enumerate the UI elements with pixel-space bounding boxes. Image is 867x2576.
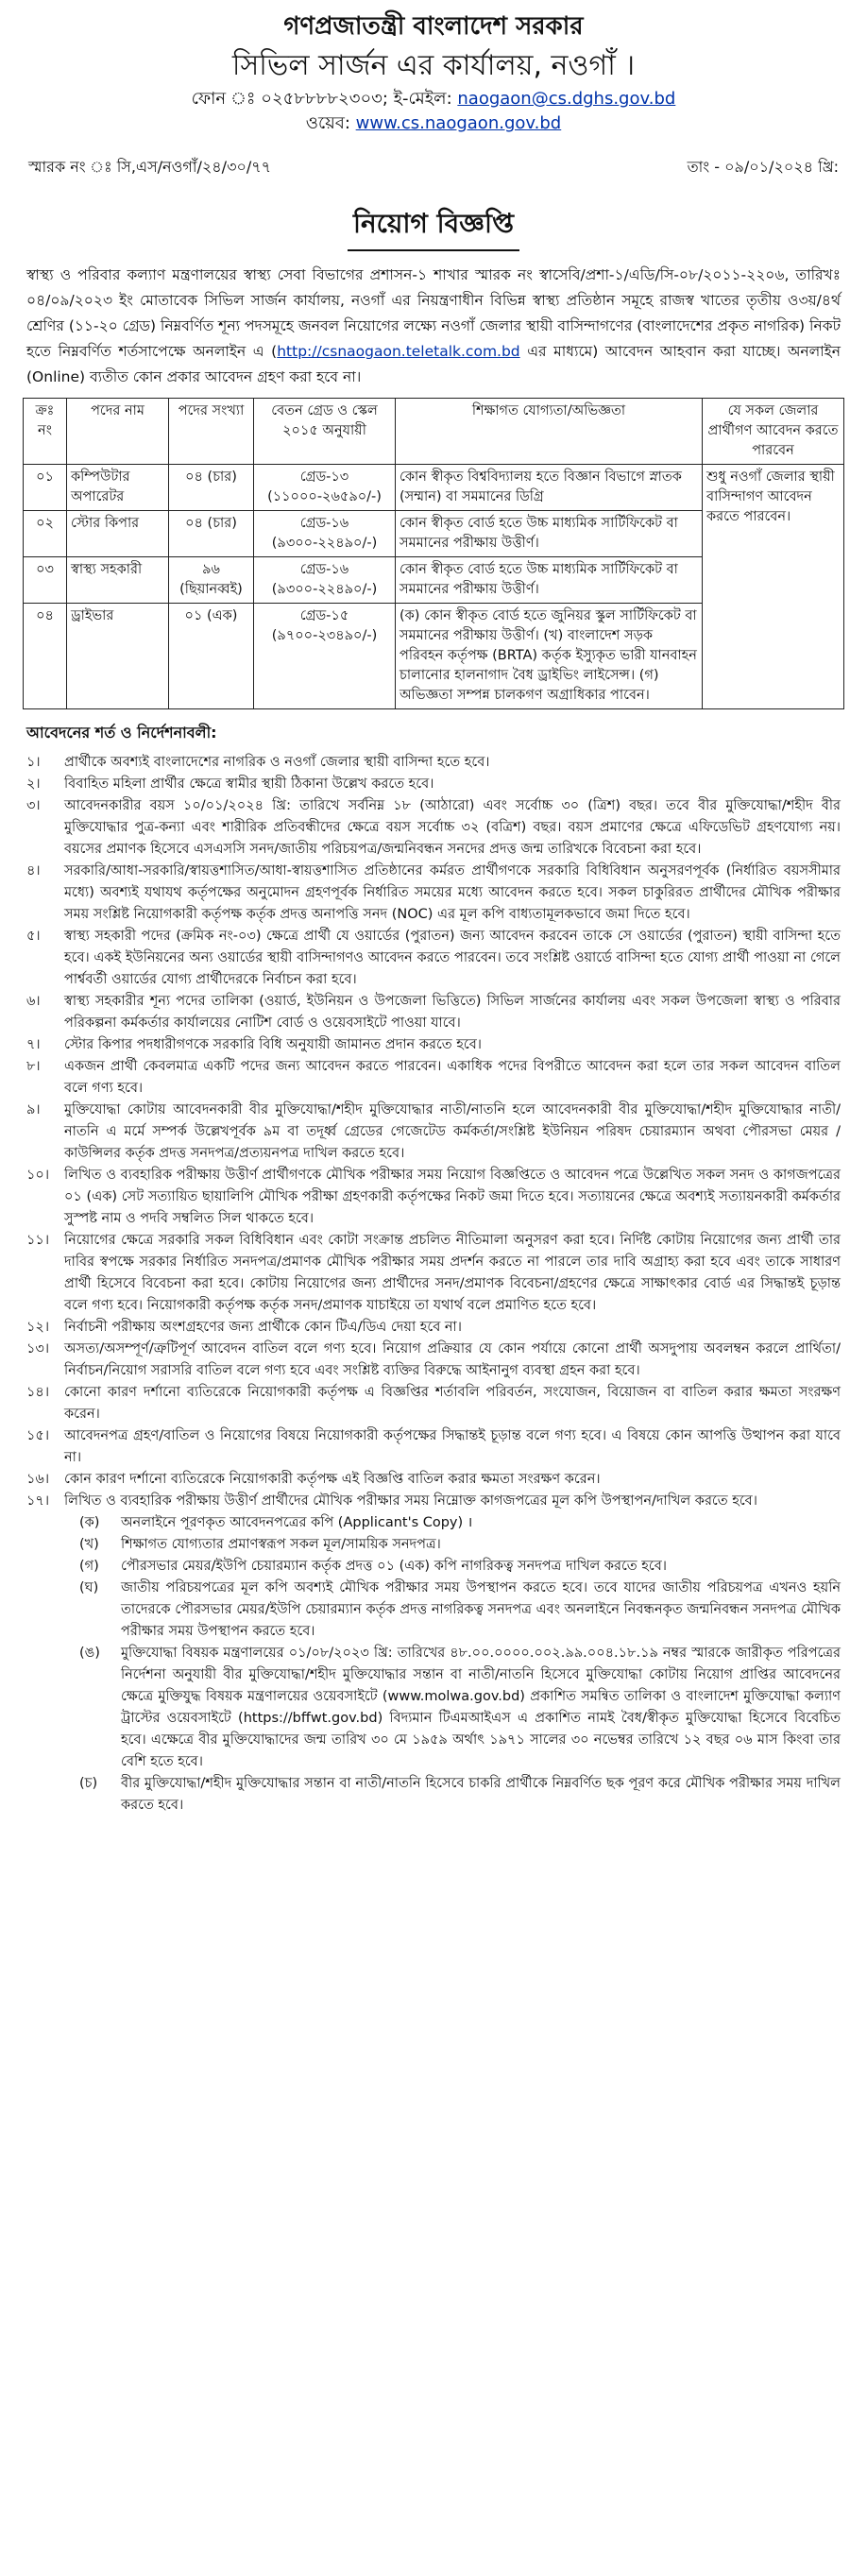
condition-number: ১০। — [26, 1168, 50, 1183]
condition-item — [26, 774, 841, 795]
condition-item — [26, 1034, 841, 1056]
intro-text-part2: এর মাধ্যমে) আবেদন আহবান করা যাচ্ছে। অনলাইন (Online) ব্যতীত কোন প্রকার আবেদন গ্রহণ করা হবে না। — [26, 343, 841, 385]
condition-number: ১। — [26, 755, 41, 770]
sub-item — [79, 1578, 841, 1643]
sub-item-label: (ক) — [79, 1515, 100, 1530]
condition-number: ৮। — [26, 1059, 41, 1074]
condition-number: ২। — [26, 776, 41, 792]
email-link[interactable]: naogaon@cs.dghs.gov.bd — [457, 89, 676, 109]
row-qualification: কোন স্বীকৃত বিশ্ববিদ্যালয় হতে বিজ্ঞান বিভাগে স্নাতক (সম্মান) বা সমমানের ডিগ্রি — [396, 465, 703, 511]
header-count: পদের সংখ্যা — [169, 399, 254, 465]
condition-number: ৯। — [26, 1102, 41, 1117]
condition-text: লিখিত ও ব্যবহারিক পরীক্ষায় উত্তীর্ণ প্রার্থীগণকে মৌখিক পরীক্ষার সময় নিয়োগ বিজ্ঞপ্তিতে ও আবেদন পত্রে উল্লেখিত সকল সনদ ও কাগজপত্রের ০১ (এক) সেট সত্যায়িত ছায়ালিপি মৌখিক পরীক্ষা গ্রহণকারী কর্তৃপক্ষের নিকট জমা দিতে হবে। সত্যায়নের ক্ষেত্রে অবশ্যই সত্যায়নকারী কর্মকর্তার সুস্পষ্ট নাম ও পদবি সম্বলিত সিল থাকতে হবে। — [64, 1168, 841, 1226]
condition-text: নিয়োগের ক্ষেত্রে সরকারি সকল বিধিবিধান এবং কোটা সংক্রান্ত প্রচলিত নীতিমালা অনুসরণ করা হবে। নির্দিষ্ট কোটায় নিয়োগের জন্য প্রার্থী তার দাবির স্বপক্ষে সরকার নির্ধারিত সনদপত্র/প্রমাণক মৌখিক পরীক্ষার সময় প্রদর্শন করতে না পারলে তার দাবি অগ্রাহ্য করা হবে এবং তাকে সাধারণ প্রার্থী হিসেবে বিবেচনা করা হবে। কোটায় নিয়োগের জন্য প্রার্থীদের সনদ/প্রমাণক বিবেচনা/গ্রহণের ক্ষেত্রে সাক্ষাৎকার বোর্ড এর সিদ্ধান্তই চূড়ান্ত বলে গণ্য হবে। নিয়োগকারী কর্তৃপক্ষ কর্তৃক সনদ/প্রমাণক যাচাইয়ে তা যথার্থ বলে প্রমাণিত হতে হবে। — [64, 1233, 841, 1313]
condition-number: ১৩। — [26, 1341, 50, 1356]
table-row — [24, 465, 844, 511]
condition-text: বিবাহিত মহিলা প্রার্থীর ক্ষেত্রে স্বামীর স্থায়ী ঠিকানা উল্লেখ করতে হবে। — [64, 776, 434, 792]
condition-number: ১৬। — [26, 1472, 50, 1487]
memo-date: তাং - ০৯/০১/২০২৪ খ্রি: — [687, 158, 839, 176]
sub-item-label: (ঘ) — [79, 1580, 99, 1595]
row-qualification: কোন স্বীকৃত বোর্ড হতে উচ্চ মাধ্যমিক সার্টিফিকেট বা সমমানের পরীক্ষায় উত্তীর্ণ। — [396, 511, 703, 557]
website-link[interactable]: www.cs.naogaon.gov.bd — [355, 113, 562, 133]
condition-number: ১৭। — [26, 1493, 50, 1509]
sub-item-text: মুক্তিযোদ্ধা বিষয়ক মন্ত্রণালয়ের ০১/০৮/২০২৩ খ্রি: তারিখের ৪৮.০০.০০০০.০০২.৯৯.০০৪.১৮.১৯ নম্বর স্মারকে জারীকৃত পরিপত্রের নির্দেশনা অনুযায়ী বীর মুক্তিযোদ্ধা/শহীদ মুক্তিযোদ্ধার সন্তান বা নাতী/নাতনি হিসেবে মুক্তিযোদ্ধা কোটায় নিয়োগ প্রাপ্তির আবেদনের ক্ষেত্রে মুক্তিযুদ্ধ বিষয়ক মন্ত্রণালয়ের ওয়েবসাইটে (www.molwa.gov.bd) প্রকাশিত সমন্বিত তালিকা ও বাংলাদেশ মুক্তিযোদ্ধা কল্যাণ ট্রাস্টের ওয়েবসাইটে (https://bffwt.gov.bd) বিদ্যমান টিএমআইএস এ প্রকাশিত নামই বৈধ/স্বীকৃত মুক্তিযোদ্ধা হিসেবে বিবেচিত হবে। এক্ষেত্রে বীর মুক্তিযোদ্ধাদের জন্ম তারিখ ৩০ মে ১৯৫৯ অর্থাৎ ১৯৭১ সালের ৩০ নভেম্বর তারিখে ১২ বছর ০৬ মাস কিংবা তার বেশি হতে হবে। — [121, 1646, 841, 1769]
conditions-heading: আবেদনের শর্ত ও নির্দেশনাবলী: — [26, 724, 217, 742]
row-count: ০৪ (চার) — [169, 511, 254, 557]
row-grade: গ্রেড-১৬ (৯৩০০-২২৪৯০/-) — [254, 511, 396, 557]
office-name: সিভিল সার্জন এর কার্যালয়, নওগাঁ । — [231, 49, 636, 82]
letterhead — [23, 0, 844, 136]
row-post: ড্রাইভার — [67, 604, 169, 709]
condition-item — [26, 1469, 841, 1491]
condition-text: আবেদনকারীর বয়স ১০/০১/২০২৪ খ্রি: তারিখে সর্বনিম্ন ১৮ (আঠারো) এবং সর্বোচ্চ ৩০ (ত্রিশ) বছর। তবে বীর মুক্তিযোদ্ধা/শহীদ বীর মুক্তিযোদ্ধার পুত্র-কন্যা এবং শারীরিক প্রতিবন্ধীদের ক্ষেত্রে বয়স সর্বোচ্চ ৩২ (বত্রিশ) বছর। বয়স প্রমাণের ক্ষেত্রে এফিডেভিট গ্রহণযোগ্য নয়। বয়সের প্রমাণক হিসেবে এসএসসি সনদ/জাতীয় পরিচয়পত্র/জন্মনিবন্ধন সনদের প্রদত্ত জন্ম তারিখকে বিবেচনা করা হবে। — [64, 798, 841, 857]
sub-item-label: (গ) — [79, 1559, 99, 1574]
row-post: স্বাস্থ্য সহকারী — [67, 557, 169, 604]
condition-item — [26, 861, 841, 926]
sub-item-label: (ঙ) — [79, 1646, 100, 1661]
row-count: ০৪ (চার) — [169, 465, 254, 511]
condition-number: ৬। — [26, 994, 41, 1009]
condition-item — [26, 752, 841, 774]
header-post: পদের নাম — [67, 399, 169, 465]
condition-text: একজন প্রার্থী কেবলমাত্র একটি পদের জন্য আবেদন করতে পারবেন। একাধিক পদের বিপরীতে আবেদন করা হলে তার সকল আবেদন বাতিল বলে গণ্য হবে। — [64, 1059, 841, 1096]
condition-item — [26, 926, 841, 991]
condition-number: ১৫। — [26, 1428, 50, 1443]
row-serial: ০৪ — [24, 604, 67, 709]
condition-text: অসত্য/অসম্পূর্ণ/ত্রুটিপূর্ণ আবেদন বাতিল বলে গণ্য হবে। নিয়োগ প্রক্রিয়ার যে কোন পর্যায়ে কোনো প্রার্থী অসদুপায় অবলম্বন করলে প্রার্থিতা/নির্বাচন/নিয়োগ সরাসরি বাতিল বলে গণ্য হবে এবং সংশ্লিষ্ট ব্যক্তির বিরুদ্ধে আইনানুগ ব্যবস্থা গ্রহন করা হবে। — [64, 1341, 841, 1378]
document-sublist — [23, 1512, 844, 1817]
header-serial: ক্রঃ নং — [24, 399, 67, 465]
intro-text-part1: স্বাস্থ্য ও পরিবার কল্যাণ মন্ত্রণালয়ের স্বাস্থ্য সেবা বিভাগের প্রশাসন-১ শাখার স্মারক নং স্বাসেবি/প্রশা-১/এডি/সি-০৮/২০১১-২২০৬, তারিখঃ ০৪/০৯/২০২৩ ইং মোতাবেক সিভিল সার্জন কার্যালয়, নওগাঁ এর নিয়ন্ত্রণাধীন বিভিন্ন স্বাস্থ্য প্রতিষ্ঠান সমূহে রাজস্ব খাতের তৃতীয় ও৩য়/৪র্থ শ্রেণির (১১-২০ গ্রেড) নিম্নবর্ণিত শূন্য পদসমূহে জনবল নিয়োগের লক্ষ্যে নওগাঁ জেলার স্থায়ী বাসিন্দাগণের (বাংলাদেশের প্রকৃত নাগরিক) নিকট হতে নিম্নবর্ণিত শর্তসাপেক্ষে অনলাইন এ ( — [26, 266, 842, 360]
condition-item — [26, 1491, 841, 1512]
notice-title: নিয়োগ বিজ্ঞপ্তি — [348, 203, 519, 251]
sub-item-label: (খ) — [79, 1537, 99, 1552]
condition-number: ৭। — [26, 1037, 41, 1052]
row-qualification: কোন স্বীকৃত বোর্ড হতে উচ্চ মাধ্যমিক সার্টিফিকেট বা সমমানের পরীক্ষায় উত্তীর্ণ। — [396, 557, 703, 604]
condition-item — [26, 991, 841, 1034]
condition-text: লিখিত ও ব্যবহারিক পরীক্ষায় উত্তীর্ণ প্রার্থীদের মৌখিক পরীক্ষার সময় নিম্নোক্ত কাগজপত্রের মূল কপি উপস্থাপন/দাখিল করতে হবে। — [64, 1493, 757, 1509]
notice-heading — [23, 203, 844, 251]
condition-text: কোন কারণ দর্শানো ব্যতিরেকে নিয়োগকারী কর্তৃপক্ষ এই বিজ্ঞপ্তি বাতিল করার ক্ষমতা সংরক্ষণ করেন। — [64, 1472, 601, 1487]
condition-text: সরকারি/আধা-সরকারি/স্বায়ত্তশাসিত/আধা-স্বায়ত্তশাসিত প্রতিষ্ঠানের কর্মরত প্রার্থীগণকে সরকারি বিধিবিধান অনুসরণপূর্বক (নির্ধারিত বয়সসীমার মধ্যে) অবশ্যই যথাযথ কর্তৃপক্ষের অনুমোদন গ্রহণপূর্বক নির্ধারিত সময়ের মধ্যে আবেদন করতে হবে। সকল চাকুরিরত প্রার্থীদের মৌখিক পরীক্ষার সময় সংশ্লিষ্ট নিয়োগকারী কর্তৃপক্ষ কর্তৃক প্রদত্ত অনাপত্তি সনদ (NOC) এর মূল কপি বাধ্যতামূলকভাবে জমা দিতে হবে। — [64, 863, 841, 922]
government-title: গণপ্রজাতন্ত্রী বাংলাদেশ সরকার — [283, 12, 584, 41]
condition-text: স্টোর কিপার পদধারীগণকে সরকারি বিধি অনুযায়ী জামানত প্রদান করতে হবে। — [64, 1037, 482, 1052]
condition-text: নির্বাচনী পরীক্ষায় অংশগ্রহণের জন্য প্রার্থীকে কোন টিএ/ডিএ দেয়া হবে না। — [64, 1320, 462, 1335]
vacancy-table — [23, 398, 844, 709]
sub-item-label: (চ) — [79, 1776, 98, 1791]
intro-paragraph — [26, 263, 841, 390]
condition-text: আবেদনপত্র গ্রহণ/বাতিল ও নিয়োগের বিষয়ে নিয়োগকারী কর্তৃপক্ষের সিদ্ধান্তই চূড়ান্ত বলে গণ্য হবে। এ বিষয়ে কোন আপত্তি উত্থাপন করা যাবে না। — [64, 1428, 841, 1465]
website-label: ওয়েব: — [305, 113, 350, 133]
condition-item — [26, 1230, 841, 1317]
condition-text: প্রার্থীকে অবশ্যই বাংলাদেশের নাগরিক ও নওগাঁ জেলার স্থায়ী বাসিন্দা হতে হবে। — [64, 755, 490, 770]
condition-number: ১৪। — [26, 1385, 50, 1400]
condition-text: মুক্তিযোদ্ধা কোটায় আবেদনকারী বীর মুক্তিযোদ্ধা/শহীদ মুক্তিযোদ্ধার নাতী/নাতনি হলে আবেদনকারী বীর মুক্তিযোদ্ধা/শহীদ মুক্তিযোদ্ধার নাতী/নাতনি এ মর্মে সম্পর্ক উল্লেখপূর্বক ৯ম বা তদূর্ধ্ব গ্রেডের গেজেটেড কর্মকর্তা/সংশ্লিষ্ট ইউনিয়ন পরিষদ চেয়ারম্যান অথবা পৌরসভা মেয়র /কাউন্সিলর কর্তৃক প্রদত্ত সনদপত্র/প্রত্যয়নপত্র দাখিল করতে হবে। — [64, 1102, 841, 1161]
condition-number: ৫। — [26, 929, 41, 944]
row-qualification: (ক) কোন স্বীকৃত বোর্ড হতে জুনিয়র স্কুল সার্টিফিকেট বা সমমানের পরীক্ষায় উত্তীর্ণ। (খ) বাংলাদেশ সড়ক পরিবহন কর্তৃপক্ষ (BRTA) কর্তৃক ইস্যুকৃত ভারী যানবাহন চালানোর হালনাগাদ বৈধ ড্রাইভিং লাইসেন্স। (গ) অভিজ্ঞতা সম্পন্ন চালকগণ অগ্রাধিকার পাবেন। — [396, 604, 703, 709]
sub-item — [79, 1512, 841, 1534]
sub-item-text: জাতীয় পরিচয়পত্রের মূল কপি অবশ্যই মৌখিক পরীক্ষার সময় উপস্থাপন করতে হবে। তবে যাদের জাতীয় পরিচয়পত্র এখনও হয়নি তাদেরকে পৌরসভার মেয়র/ইউপি চেয়ারম্যান কর্তৃক প্রদত্ত নাগরিকত্ব সনদপত্র এবং অনলাইনে নিবন্ধনকৃত জন্মনিবন্ধন সনদপত্র মৌখিক পরীক্ষার সময় উপস্থাপন করতে হবে। — [121, 1580, 841, 1639]
row-count: ০১ (এক) — [169, 604, 254, 709]
header-grade: বেতন গ্রেড ও স্কেল ২০১৫ অনুযায়ী — [254, 399, 396, 465]
condition-item — [26, 1165, 841, 1230]
conditions-list — [23, 752, 844, 1512]
condition-item — [26, 1339, 841, 1382]
condition-number: ৩। — [26, 798, 41, 813]
reference-row — [23, 155, 844, 180]
eligible-districts: শুধু নওগাঁ জেলার স্থায়ী বাসিন্দাগণ আবেদন করতে পারবেন। — [703, 465, 844, 709]
memo-number: স্মারক নং ঃ সি,এস/নওগাঁ/২৪/৩০/৭৭ — [28, 158, 272, 176]
condition-text: কোনো কারণ দর্শানো ব্যতিরেকে নিয়োগকারী কর্তৃপক্ষ এ বিজ্ঞপ্তির শর্তাবলি পরিবর্তন, সংযোজন, বিয়োজন বা বাতিল করার ক্ষমতা সংরক্ষণ করেন। — [64, 1385, 841, 1422]
row-post: স্টোর কিপার — [67, 511, 169, 557]
condition-item — [26, 1317, 841, 1339]
row-serial: ০৩ — [24, 557, 67, 604]
sub-item — [79, 1534, 841, 1556]
row-count: ৯৬ (ছিয়ানব্বই) — [169, 557, 254, 604]
condition-item — [26, 795, 841, 861]
header-qualification: শিক্ষাগত যোগ্যতা/অভিজ্ঞতা — [396, 399, 703, 465]
condition-text: স্বাস্থ্য সহকারীর শূন্য পদের তালিকা (ওয়ার্ড, ইউনিয়ন ও উপজেলা ভিত্তিতে) সিভিল সার্জনের কার্যালয় এবং সকল উপজেলা স্বাস্থ্য ও পরিবার পরিকল্পনা কর্মকর্তার কার্যালয়ের নোটিশ বোর্ড ও ওয়েবসাইটে পাওয়া যাবে। — [64, 994, 841, 1031]
condition-text: স্বাস্থ্য সহকারী পদের (ক্রমিক নং-০৩) ক্ষেত্রে প্রার্থী যে ওয়ার্ডের (পুরাতন) জন্য আবেদন করবেন তাকে সে ওয়ার্ডের (পুরাতন) স্থায়ী বাসিন্দা হতে হবে। একই ইউনিয়নের অন্য ওয়ার্ডের স্থায়ী বাসিন্দাগণও আবেদন করতে পারবেন। তবে সংশ্লিষ্ট ওয়ার্ডে বাসিন্দা হতে যোগ্য প্রার্থী পাওয়া না গেলে পার্শ্ববর্তী ওয়ার্ডের যোগ্য প্রার্থীদেরকে নির্বাচন করা হবে। — [64, 929, 841, 987]
condition-item — [26, 1425, 841, 1469]
condition-item — [26, 1100, 841, 1165]
condition-number: ১১। — [26, 1233, 50, 1248]
application-link[interactable]: http://csnaogaon.teletalk.com.bd — [277, 343, 520, 360]
table-header-row — [24, 399, 844, 465]
contact-line — [23, 87, 844, 111]
row-serial: ০২ — [24, 511, 67, 557]
row-grade: গ্রেড-১৫ (৯৭০০-২৩৪৯০/-) — [254, 604, 396, 709]
website-line — [23, 111, 844, 136]
row-grade: গ্রেড-১৩ (১১০০০-২৬৫৯০/-) — [254, 465, 396, 511]
row-post: কম্পিউটার অপারেটর — [67, 465, 169, 511]
sub-item — [79, 1643, 841, 1773]
sub-item-text: শিক্ষাগত যোগ্যতার প্রমাণস্বরূপ সকল মূল/সাময়িক সনদপত্র। — [121, 1537, 441, 1552]
sub-item — [79, 1773, 841, 1817]
condition-item — [26, 1382, 841, 1425]
condition-number: ৪। — [26, 863, 41, 879]
sub-item-text: বীর মুক্তিযোদ্ধা/শহীদ মুক্তিযোদ্ধার সন্তান বা নাতী/নাতনি হিসেবে চাকরি প্রার্থীকে নিম্নবর্ণিত ছক পূরণ করে মৌখিক পরীক্ষার সময় দাখিল করতে হবে। — [121, 1776, 841, 1813]
sub-item-text: পৌরসভার মেয়র/ইউপি চেয়ারম্যান কর্তৃক প্রদত্ত ০১ (এক) কপি নাগরিকত্ব সনদপত্র দাখিল করতে হবে। — [121, 1559, 667, 1574]
row-grade: গ্রেড-১৬ (৯৩০০-২২৪৯০/-) — [254, 557, 396, 604]
row-serial: ০১ — [24, 465, 67, 511]
condition-item — [26, 1056, 841, 1100]
header-eligible: যে সকল জেলার প্রার্থীগণ আবেদন করতে পারবেন — [703, 399, 844, 465]
sub-item — [79, 1556, 841, 1578]
condition-number: ১২। — [26, 1320, 50, 1335]
phone-label: ফোন ঃ ০২৫৮৮৮৮২৩০৩; ই-মেইল: — [191, 89, 452, 109]
sub-item-text: অনলাইনে পূরণকৃত আবেদনপত্রের কপি (Applicant's Copy) । — [121, 1515, 473, 1530]
